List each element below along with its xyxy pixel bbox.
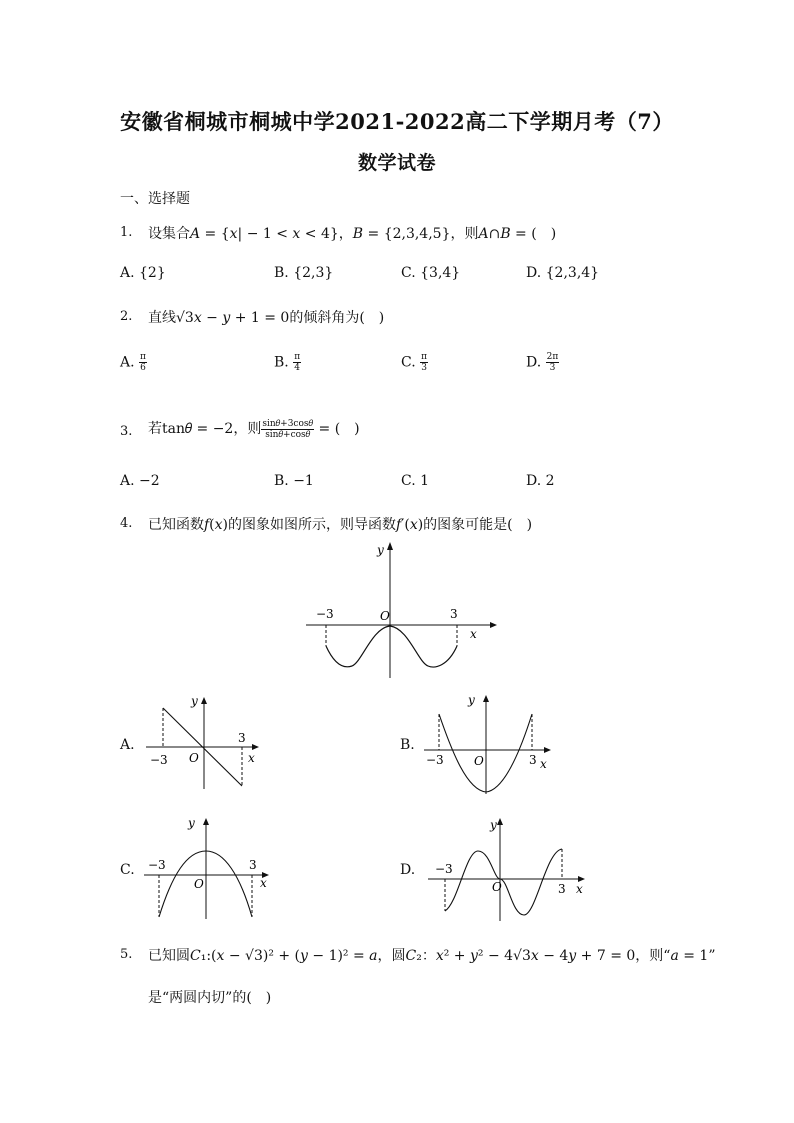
svg-text:O: O: [474, 754, 484, 768]
svg-text:−3: −3: [435, 862, 453, 876]
option-c[interactable]: C. 1: [401, 473, 430, 489]
option-d[interactable]: D. {2,3,4}: [526, 265, 600, 281]
option-a[interactable]: A. {2}: [120, 265, 166, 281]
question-stem: 已知函数𝑓(𝑥)的图象如图所示，则导函数𝑓′(𝑥)的图象可能是( ): [148, 517, 533, 533]
option-d[interactable]: D.: [400, 862, 416, 878]
question-stem: 若tan𝜃 = −2，则 $\frac{\text{sin𝜃+3cos𝜃}}{\text{sin𝜃+cos𝜃}}$ = ( ): [148, 418, 360, 440]
option-b[interactable]: B.: [400, 737, 415, 753]
svg-text:3: 3: [249, 858, 257, 872]
option-d[interactable]: D. 2: [526, 473, 555, 489]
question-number: 1.: [120, 225, 133, 240]
question-number: 4.: [120, 516, 133, 531]
question-number: 5.: [120, 947, 133, 962]
option-c[interactable]: C. {3,4}: [401, 265, 461, 281]
svg-text:3: 3: [529, 753, 537, 767]
x-axis-label: x: [470, 627, 477, 641]
svg-text:O: O: [189, 751, 199, 765]
question-stem: 直线√3𝑥 − 𝑦 + 1 = 0的倾斜角为( ): [148, 310, 385, 326]
option-a[interactable]: A.: [120, 737, 135, 753]
section-heading: 一、选择题: [120, 191, 190, 207]
svg-text:y: y: [191, 694, 198, 708]
svg-text:O: O: [492, 880, 502, 894]
svg-text:−3: −3: [148, 858, 166, 872]
question-stem: 设集合𝐴 = {𝑥| − 1 < 𝑥 < 4}，𝐵 = {2,3,4,5}，则𝐴∩𝐵 = ( ): [148, 226, 557, 242]
svg-text:y: y: [490, 818, 497, 832]
question-number: 3.: [120, 424, 133, 439]
option-c[interactable]: C. $\frac{\pi}{3}$: [401, 352, 428, 373]
option-a[interactable]: A. $\frac{\pi}{6}$: [120, 352, 146, 373]
svg-text:y: y: [468, 693, 475, 707]
function-graph: [300, 538, 500, 683]
option-b[interactable]: B. {2,3}: [274, 265, 334, 281]
origin-label: O: [380, 609, 390, 623]
option-c-graph[interactable]: [142, 813, 277, 923]
question-number: 2.: [120, 309, 133, 324]
option-d[interactable]: D. $\frac{2\pi}{3}$: [526, 352, 559, 373]
svg-text:3: 3: [238, 731, 246, 745]
paper-title: 安徽省桐城市桐城中学2021-2022高二下学期月考（7）: [120, 109, 674, 134]
option-b[interactable]: B. −1: [274, 473, 314, 489]
tick-label: −3: [316, 607, 334, 621]
option-b-graph[interactable]: [422, 690, 557, 798]
svg-text:x: x: [260, 876, 267, 890]
svg-text:x: x: [540, 757, 547, 771]
tick-label: 3: [450, 607, 458, 621]
paper-subtitle: 数学试卷: [357, 152, 436, 174]
svg-text:−3: −3: [150, 753, 168, 767]
option-c[interactable]: C.: [120, 862, 135, 878]
svg-text:y: y: [188, 816, 195, 830]
svg-text:x: x: [576, 882, 583, 896]
svg-text:3: 3: [558, 882, 566, 896]
svg-text:−3: −3: [426, 753, 444, 767]
question-stem-continued: 是“两圆内切”的( ): [148, 990, 272, 1006]
option-a-graph[interactable]: [144, 694, 269, 794]
option-d-graph[interactable]: [422, 813, 592, 923]
option-b[interactable]: B. $\frac{\pi}{4}$: [274, 352, 301, 373]
y-axis-label: y: [377, 543, 384, 557]
svg-text:O: O: [194, 877, 204, 891]
svg-text:x: x: [248, 751, 255, 765]
option-a[interactable]: A. −2: [120, 473, 160, 489]
question-stem: 已知圆𝐶₁:(𝑥 − √3)² + (𝑦 − 1)² = 𝑎，圆𝐶₂：𝑥² + 𝑦² − 4√3𝑥 − 4𝑦 + 7 = 0，则“𝑎 = 1”: [148, 948, 716, 964]
